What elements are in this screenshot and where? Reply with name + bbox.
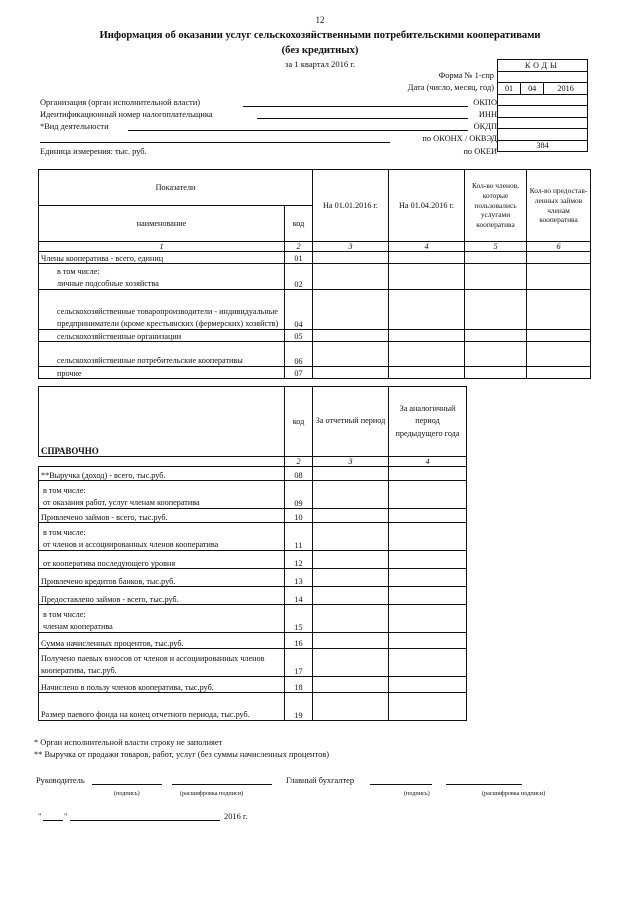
- row-code: 10: [285, 509, 313, 523]
- table-row: [39, 587, 467, 605]
- codes-box: [497, 59, 588, 152]
- footnote-2: ** Выручка от продажи товаров, работ, услуг (без суммы начисленных процентов): [34, 750, 329, 759]
- reference-title: СПРАВОЧНО: [39, 387, 285, 457]
- row-code: 02: [285, 264, 313, 290]
- form-title: [20, 28, 620, 59]
- sign-day-line[interactable]: [43, 812, 63, 821]
- value-cell[interactable]: [465, 342, 527, 367]
- row-name: сельскохозяйственные потребительские кооперативы: [39, 342, 285, 367]
- row-code: 05: [285, 330, 313, 342]
- value-cell[interactable]: [389, 264, 465, 290]
- value-cell[interactable]: [527, 252, 591, 264]
- col-number: 5: [465, 242, 527, 252]
- date-label: Дата (число, месяц, год): [407, 83, 494, 92]
- value-cell[interactable]: [313, 481, 389, 509]
- reference-table: [38, 386, 467, 721]
- form-number-label: Форма № 1-спр: [438, 71, 494, 80]
- row-code: 16: [285, 633, 313, 649]
- inn-field-label: Идентификационный номер налогоплательщика: [40, 110, 213, 119]
- org-label: Организация (орган исполнительной власти): [40, 98, 201, 107]
- value-cell[interactable]: [313, 587, 389, 605]
- value-cell[interactable]: [527, 290, 591, 330]
- col-number: 2: [285, 242, 313, 252]
- page-number: 12: [315, 15, 325, 25]
- value-cell[interactable]: [313, 467, 389, 481]
- value-cell[interactable]: [389, 569, 467, 587]
- value-cell[interactable]: [313, 367, 389, 379]
- okdp-label: ОКДП: [473, 122, 497, 131]
- row-name: Сумма начисленных процентов, тыс.руб.: [39, 633, 285, 649]
- activity-input-line2[interactable]: [40, 134, 390, 143]
- value-cell[interactable]: [389, 330, 465, 342]
- table-row: [39, 481, 467, 509]
- value-cell[interactable]: [313, 677, 389, 693]
- value-cell[interactable]: [313, 509, 389, 523]
- table-row: [39, 693, 467, 721]
- row-name: Члены кооператива - всего, единиц: [39, 252, 285, 264]
- okei-label: по ОКЕИ: [463, 147, 497, 156]
- header-loans-count: Кол-во предостав-ленных займов членам кооператива: [527, 170, 591, 242]
- table-row: [39, 509, 467, 523]
- header-name: наименование: [39, 206, 285, 242]
- sign-month-line[interactable]: [70, 812, 220, 821]
- row-name: Привлечено займов - всего, тыс.руб.: [39, 509, 285, 523]
- col-number: 4: [389, 457, 467, 467]
- row-name: сельскохозяйственные товаропроизводители - индивидуальные предприниматели (кроме крестьянских (фермерских) хозяйств): [39, 290, 285, 330]
- header-date2: На 01.04.2016 г.: [389, 170, 465, 242]
- accountant-name-line[interactable]: [446, 776, 522, 785]
- value-cell[interactable]: [313, 693, 389, 721]
- value-cell[interactable]: [389, 649, 467, 677]
- date-close-quote: ": [64, 812, 68, 821]
- form-title-line2: (без кредитных): [281, 45, 359, 57]
- row-name: прочие: [39, 367, 285, 379]
- value-cell[interactable]: [389, 342, 465, 367]
- row-code: 06: [285, 342, 313, 367]
- footnote-1: * Орган исполнительной власти строку не заполняет: [34, 738, 223, 747]
- value-cell[interactable]: [465, 290, 527, 330]
- row-code: 19: [285, 693, 313, 721]
- row-name: Начислено в пользу членов кооператива, тыс.руб.: [39, 677, 285, 693]
- value-cell[interactable]: [313, 569, 389, 587]
- okpo-label: ОКПО: [473, 98, 497, 107]
- row-name: **Выручка (доход) - всего, тыс.руб.: [39, 467, 285, 481]
- row-name: в том числе: от оказания работ, услуг членам кооператива: [39, 481, 285, 509]
- codes-header: КОДЫ: [498, 60, 588, 72]
- row-code: 04: [285, 290, 313, 330]
- value-cell[interactable]: [313, 330, 389, 342]
- value-cell[interactable]: [313, 264, 389, 290]
- table-row: [39, 467, 467, 481]
- header-date1: На 01.01.2016 г.: [313, 170, 389, 242]
- inn-code-cell[interactable]: [498, 106, 588, 118]
- row-code: 15: [285, 605, 313, 633]
- head-label: Руководитель: [36, 776, 85, 785]
- table-row: [39, 342, 591, 367]
- value-cell[interactable]: [389, 551, 467, 569]
- value-cell[interactable]: [527, 330, 591, 342]
- row-code: 14: [285, 587, 313, 605]
- row-name: Предоставлено займов - всего, тыс.руб.: [39, 587, 285, 605]
- inn-label: ИНН: [478, 110, 497, 119]
- accountant-decode-caption: (расшифровка подписи): [482, 790, 546, 797]
- report-period: за 1 квартал 2016 г.: [284, 59, 356, 69]
- table-row: [39, 633, 467, 649]
- value-cell[interactable]: [313, 290, 389, 330]
- org-input[interactable]: [243, 98, 468, 107]
- value-cell[interactable]: [465, 264, 527, 290]
- value-cell[interactable]: [527, 367, 591, 379]
- value-cell[interactable]: [313, 649, 389, 677]
- value-cell[interactable]: [465, 367, 527, 379]
- value-cell[interactable]: [313, 551, 389, 569]
- col-number: 3: [313, 242, 389, 252]
- col-number: 6: [527, 242, 591, 252]
- value-cell[interactable]: [389, 523, 467, 551]
- value-cell[interactable]: [389, 481, 467, 509]
- value-cell[interactable]: [389, 290, 465, 330]
- value-cell[interactable]: [389, 693, 467, 721]
- value-cell[interactable]: [389, 677, 467, 693]
- value-cell[interactable]: [389, 509, 467, 523]
- okei-code-cell[interactable]: 384: [498, 140, 588, 152]
- value-cell[interactable]: [313, 605, 389, 633]
- form-code-cell[interactable]: [498, 71, 588, 83]
- value-cell[interactable]: [389, 467, 467, 481]
- table-row: [39, 677, 467, 693]
- sign-year-label: 2016 г.: [224, 812, 248, 821]
- row-code: 17: [285, 649, 313, 677]
- row-name: Получено паевых взносов от членов и ассоциированных членов кооператива, тыс.руб.: [39, 649, 285, 677]
- header-indicators: Показатели: [39, 170, 313, 206]
- ref-header-current: За отчетный период: [313, 387, 389, 457]
- activity-input[interactable]: [128, 122, 468, 131]
- unit-label: Единица измерения: тыс. руб.: [40, 147, 147, 156]
- value-cell[interactable]: [389, 605, 467, 633]
- col-number: 2: [285, 457, 313, 467]
- row-name: в том числе: членам кооператива: [39, 605, 285, 633]
- row-name: сельскохозяйственные организации: [39, 330, 285, 342]
- row-code: 01: [285, 252, 313, 264]
- value-cell[interactable]: [389, 633, 467, 649]
- row-name: от кооператива последующего уровня: [39, 551, 285, 569]
- date-open-quote: ": [38, 812, 42, 821]
- activity-label: *Вид деятельности: [40, 122, 109, 131]
- ref-header-previous: За аналогичный период предыдущего года: [389, 387, 467, 457]
- value-cell[interactable]: [313, 342, 389, 367]
- col-number: 3: [313, 457, 389, 467]
- table-row: [39, 264, 591, 290]
- row-code: 11: [285, 523, 313, 551]
- row-code: 07: [285, 367, 313, 379]
- value-cell[interactable]: [389, 252, 465, 264]
- col-number: 1: [39, 242, 285, 252]
- head-name-line[interactable]: [172, 776, 272, 785]
- date-day[interactable]: 01: [498, 83, 521, 95]
- row-code: 08: [285, 467, 313, 481]
- okpo-code-cell[interactable]: [498, 94, 588, 106]
- row-code: 13: [285, 569, 313, 587]
- row-code: 09: [285, 481, 313, 509]
- ref-header-code: код: [285, 387, 313, 457]
- head-decode-caption: (расшифровка подписи): [180, 790, 244, 797]
- head-signature-line[interactable]: [92, 776, 162, 785]
- row-code: 18: [285, 677, 313, 693]
- table-row: [39, 551, 467, 569]
- accountant-sign-caption: (подпись): [404, 790, 430, 797]
- members-table: [38, 169, 591, 379]
- table-row: [39, 649, 467, 677]
- table-row: [39, 290, 591, 330]
- value-cell[interactable]: [465, 330, 527, 342]
- value-cell[interactable]: [313, 523, 389, 551]
- value-cell[interactable]: [527, 342, 591, 367]
- table-row: [39, 367, 591, 379]
- date-year[interactable]: 2016: [544, 83, 588, 95]
- value-cell[interactable]: [389, 587, 467, 605]
- table-row: [39, 330, 591, 342]
- okonh-label: по ОКОНХ / ОКВЭД: [422, 134, 497, 143]
- header-code: код: [285, 206, 313, 242]
- okonh-code-cell[interactable]: [498, 129, 588, 141]
- okdp-code-cell[interactable]: [498, 117, 588, 129]
- table-row: [39, 605, 467, 633]
- row-name: Размер паевого фонда на конец отчетного периода, тыс.руб.: [39, 693, 285, 721]
- row-code: 12: [285, 551, 313, 569]
- table-row: [39, 252, 591, 264]
- accountant-label: Главный бухгалтер: [286, 776, 355, 785]
- header-members-count: Кол-во членов, которые пользовались услугами кооператива: [465, 170, 527, 242]
- value-cell[interactable]: [313, 633, 389, 649]
- date-month[interactable]: 04: [521, 83, 544, 95]
- table-row: [39, 569, 467, 587]
- head-sign-caption: (подпись): [114, 790, 140, 797]
- form-title-line1: Информация об оказании услуг сельскохозяйственными потребительскими кооперативами: [99, 30, 541, 41]
- row-name: в том числе: личные подсобные хозяйства: [39, 264, 285, 290]
- value-cell[interactable]: [527, 264, 591, 290]
- col-number: 4: [389, 242, 465, 252]
- row-name: в том числе: от членов и ассоциированных членов кооператива: [39, 523, 285, 551]
- inn-input[interactable]: [257, 110, 468, 119]
- accountant-signature-line[interactable]: [370, 776, 432, 785]
- row-name: Привлечено кредитов банков, тыс.руб.: [39, 569, 285, 587]
- value-cell[interactable]: [389, 367, 465, 379]
- value-cell[interactable]: [313, 252, 389, 264]
- table-row: [39, 523, 467, 551]
- value-cell[interactable]: [465, 252, 527, 264]
